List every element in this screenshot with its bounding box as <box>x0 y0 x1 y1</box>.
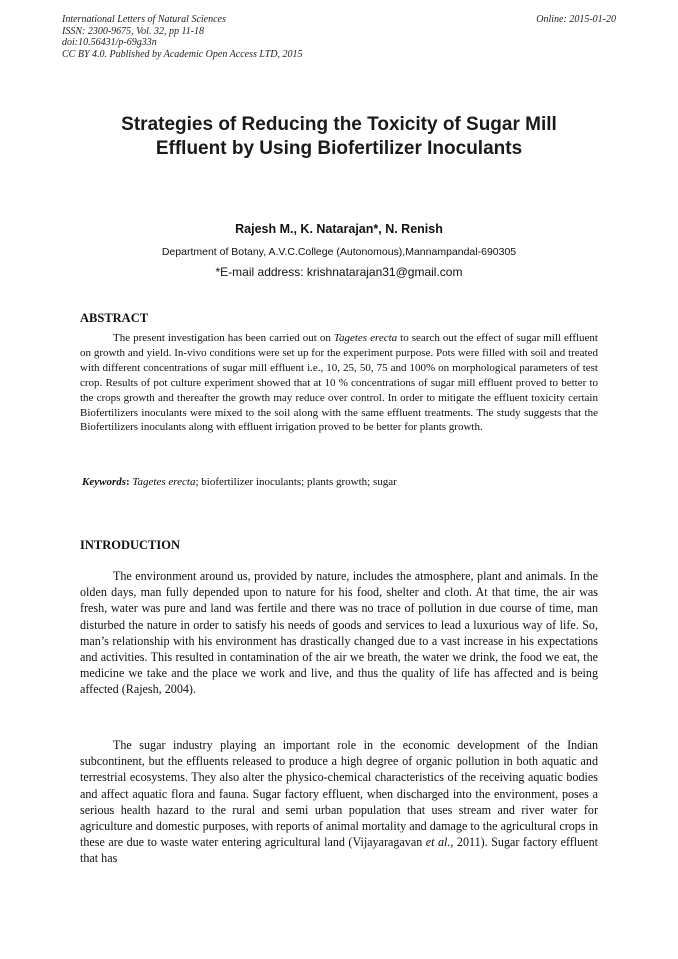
abstract-text <box>80 331 598 435</box>
abstract-heading: ABSTRACT <box>80 311 149 325</box>
keywords-line <box>82 475 600 489</box>
keywords-colon: : <box>126 476 133 488</box>
intro-paragraph-1: The environment around us, provided by nature, includes the atmosphere, plant and animals. In the olden days, man fully depended upon to nature for his food, shelter and cloth. At that time, the air was fresh, water was pure and land was fertile and there was no trace of pollution in due course of time, man disturbed the nature in order to satisfy his needs of goods and services to lead a luxurious way of life. So, man’s relationship with his environment has drastically changed due to a vast increase in his expectations and activities. This resulted in contamination of the air we breath, the water we drink, the food we eat, the medicine we take and the place we work and live, and thus the quality of life has affected and is being affected (Rajesh, 2004). <box>80 569 598 697</box>
contact-email: *E-mail address: krishnatarajan31@gmail.com <box>215 265 463 279</box>
keywords-rest: ; biofertilizer inoculants; plants growth; sugar <box>195 476 397 488</box>
intro-paragraph-2-part-b: 2011). Sugar factory effluent that has <box>80 835 598 866</box>
abstract-text-part-1: The present investigation has been carried out on <box>113 332 334 344</box>
intro-paragraph-2-etal: et al., <box>425 835 454 850</box>
abstract-text-part-2: to search out the effect of sugar mill effluent on growth and yield. In-vivo conditions were set up for the experiment purpose. Pots were filled with soil and treated with different concentrations of sugar mill effluent i.e., 10, 25, 50, 75 and 100% on morphological parameters of test crop. Results of pot culture experiment showed that at 10 % concentrations of sugar mill effluent proved to better to the crops growth and thereafter the growth may reduce over control. In order to mitigate the effluent toxicity certain Biofertilizers inoculants were mixed to the soil along with the same effluent treatments. The study suggests that the Biofertilizers inoculants along with effluent irrigation proved to be better for plants growth. <box>80 332 598 434</box>
title-line-1: Strategies of Reducing the Toxicity of Sugar Mill <box>121 114 557 135</box>
title-line-2: Effluent by Using Biofertilizer Inoculants <box>155 138 523 159</box>
doi-line: doi:10.56431/p-69g33n <box>62 37 157 49</box>
online-date: Online: 2015-01-20 <box>536 14 616 25</box>
license-line: CC BY 4.0. Published by Academic Open Access LTD, 2015 <box>62 48 303 60</box>
journal-name: International Letters of Natural Sciences <box>62 14 226 25</box>
introduction-heading: INTRODUCTION <box>80 538 181 552</box>
affiliation: Department of Botany, A.V.C.College (Autonomous),Mannampandal-690305 <box>161 246 517 258</box>
issn-line: ISSN: 2300-9675, Vol. 32, pp 11-18 <box>62 25 205 37</box>
keyword-species: Tagetes erecta <box>132 476 196 488</box>
author-list: Rajesh M., K. Natarajan*, N. Renish <box>235 222 443 236</box>
abstract-species-name: Tagetes erecta <box>333 332 398 344</box>
intro-paragraph-2 <box>80 737 598 867</box>
journal-header <box>62 14 422 60</box>
intro-paragraph-2-part-a: The sugar industry playing an important role in the economic development of the Indian subcontinent, but the effluents released to produce a high degree of organic pollution in both aquatic and terrestrial ecosystems. They also alter the physico-chemical characteristics of the receiving aquatic bodies and affect aquatic flora and fauna. Sugar factory effluent, when discharged into the environment, poses a serious health hazard to the rural and semi urban population that uses stream and river water for agriculture and domestic purposes, with reports of animal mortality and damage to the agricultural crops in these are due to waste water entering agricultural land (Vijayaragavan <box>80 738 598 850</box>
paper-title <box>80 113 598 161</box>
keywords-label: Keywords <box>82 476 126 488</box>
